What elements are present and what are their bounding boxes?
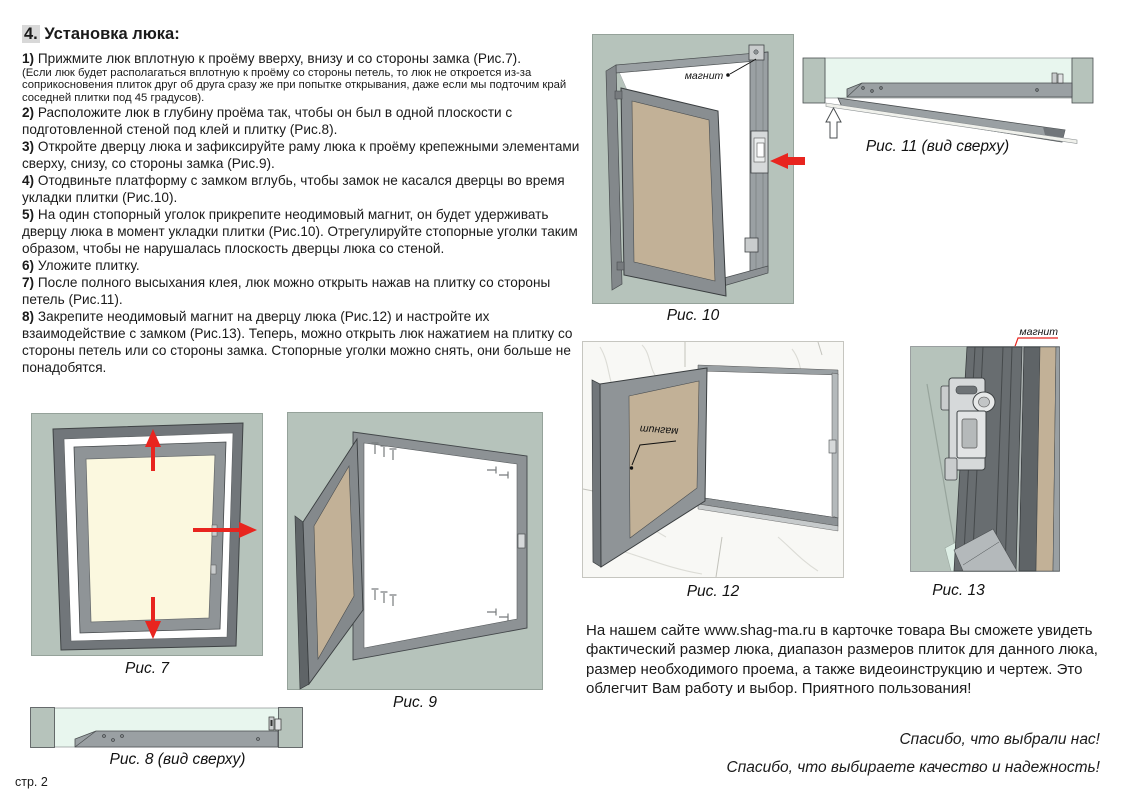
figure-12	[582, 341, 844, 601]
section-heading	[22, 26, 587, 43]
step-item-2: 2) Расположите люк в глубину проёма так, чтобы он был в одной плоскости с подготовленной стеной под клей и плитку (Рис.8).	[22, 105, 513, 138]
hatch-front-view-illustration	[31, 413, 263, 656]
step-item-6: 6) Уложите плитку.	[22, 258, 140, 274]
step-item-3: 3) Откройте дверцу люка и зафиксируйте раму люка к проёму крепежными элементами сверху, снизу, со стороны замка (Рис.9).	[22, 139, 580, 172]
thanks-lines	[600, 726, 1100, 782]
figure-11	[800, 40, 1095, 180]
hatch-top-view-illustration	[30, 707, 303, 748]
lock-detail-icon	[269, 717, 281, 730]
figure-caption: Рис. 12	[686, 583, 740, 600]
figure-caption: Рис. 10	[666, 307, 720, 324]
lock-magnet-closeup-illustration	[905, 318, 1070, 576]
step-item-1: 1) Прижмите люк вплотную к проёму вверху, внизу и со стороны замка (Рис.7). (Если люк будет располагаться вплотную к проёму со стороны петель, то люк не откроется из-за соприкосновения плиток друг об друга сразу же при попытке открывания, даже если мы подточим край соседней плитки под 45 градусов).	[22, 50, 587, 104]
hatch-magnet-lock-illustration	[592, 34, 807, 306]
figure-10	[592, 34, 807, 325]
hatch-tiled-wall-illustration	[582, 341, 844, 578]
hatch-opening-top-view-illustration	[800, 40, 1095, 150]
figure-9	[287, 412, 543, 712]
page-number: стр. 2	[15, 775, 48, 789]
figure-8	[30, 707, 303, 769]
figure-caption: Рис. 9	[393, 694, 437, 711]
section-title: Установка люка:	[44, 25, 180, 43]
thanks-line-2: Спасибо, что выбираете качество и надежность!	[726, 759, 1100, 776]
step-item-5: 5) На один стопорный уголок прикрепите неодимовый магнит, он будет удерживать дверцу люка в момент укладки плитки (Рис.10). Отрегулируйте стопорные уголки таким образом, чтобы не нарушалась плоскость дверцы люка со стеной.	[22, 207, 578, 257]
magnet-label: магнит	[639, 422, 679, 438]
instruction-text-column	[22, 26, 587, 376]
figure-caption: Рис. 8 (вид сверху)	[109, 751, 246, 768]
lock-mechanism-icon	[751, 131, 768, 173]
website-note: На нашем сайте www.shag-ma.ru в карточке товара Вы сможете увидеть фактический размер люка, диапазон размеров плиток для данного люка, размер необходимого проема, а также видеоинструкцию и чертеж. Это облегчит Вам работу и выбор. Приятного пользования!	[586, 622, 1098, 698]
step-item-7: 7) После полного высыхания клея, люк можно открыть нажав на плитку со стороны петель (Рис.11).	[22, 275, 551, 308]
step-item-8: 8) Закрепите неодимовый магнит на дверцу люка (Рис.12) и настройте их взаимодействие с замком (Рис.13). Теперь, можно открыть люк нажатием на плитку со стороны петель или со стороны замка. Стопорные уголки можно снять, они больше не понадобятся.	[22, 309, 573, 376]
figure-7	[31, 413, 263, 678]
push-arrow-icon	[826, 108, 841, 138]
figure-caption: Рис. 11 (вид сверху)	[865, 138, 1010, 155]
section-number: 4.	[24, 25, 38, 43]
thanks-line-1: Спасибо, что выбрали нас!	[899, 731, 1100, 748]
figure-caption: Рис. 13	[932, 582, 985, 599]
step-1-note: (Если люк будет располагаться вплотную к проёму со стороны петель, то люк не откроется из-за соприкосновения плиток друг об друга сразу же при попытке открывания, даже если мы подточим край соседней плитки под 45 градусов).	[22, 67, 567, 104]
magnet-label: магнит	[684, 70, 724, 82]
magnet-label: магнит	[1019, 326, 1058, 338]
hatch-fastening-illustration	[287, 412, 543, 690]
figure-13	[905, 318, 1070, 600]
step-item-4: 4) Отодвиньте платформу с замком вглубь, чтобы замок не касался дверцы во время укладки плитки (Рис.10).	[22, 173, 565, 206]
figure-caption: Рис. 7	[125, 660, 169, 677]
